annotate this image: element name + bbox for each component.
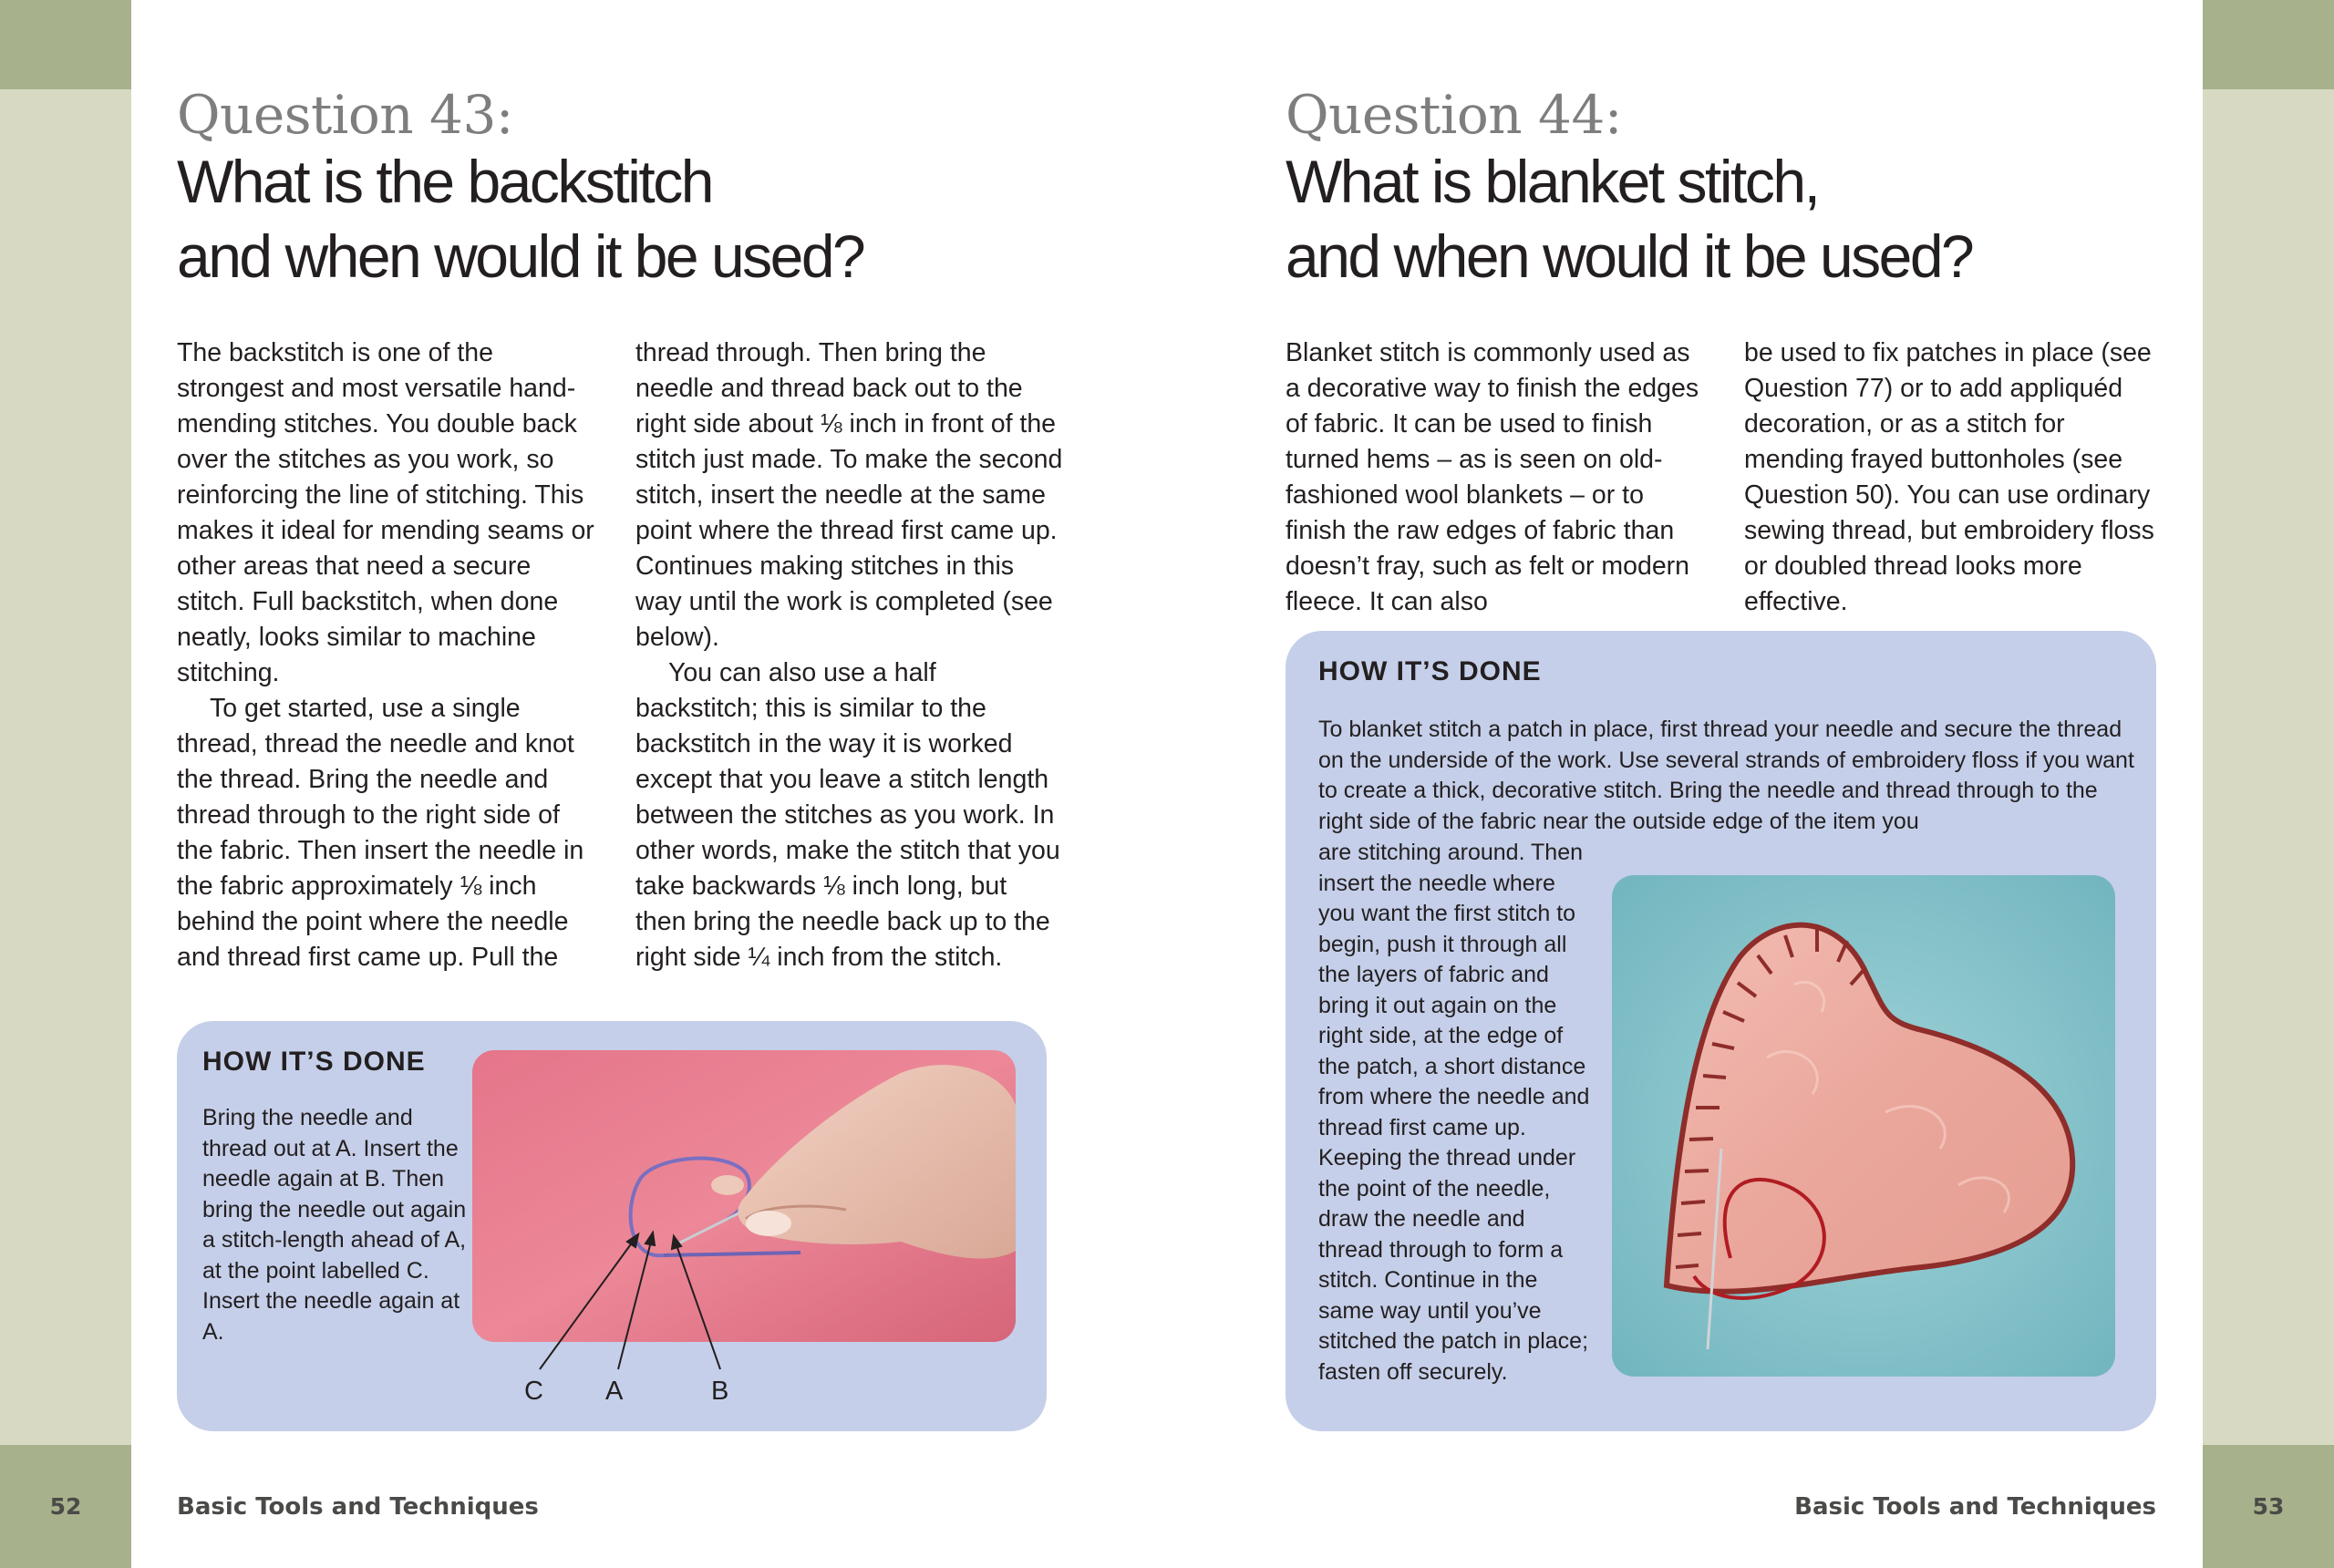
- body-paragraph: be used to fix patches in place (see Question 77) or to add appliquéd decoration, or as a stitch for mending frayed buttonholes (see Question 50). You can use ordinary sewing thread, but embroidery floss or doubled thread looks more effective.: [1744, 338, 2154, 616]
- title-line: What is blanket stitch,: [1286, 148, 1819, 215]
- question-44-title: [1286, 144, 2197, 294]
- running-footer-right: Basic Tools and Techniques: [1794, 1493, 2156, 1521]
- how-its-done-intro: To blanket stitch a patch in place, first thread your needle and secure the thread on the underside of the work. Use several strands of embroidery floss if you want to create a thick, decorative stitch. Bring the needle and thread through to the right side of the fabric near the outside edge of the item you: [1318, 717, 2134, 834]
- question-43-column-1: [177, 335, 596, 975]
- body-paragraph: thread through. Then bring the needle and thread back out to the right side about ⅛ inch in front of the stitch just made. To make the second stitch, insert the needle at the same point where the thread first came up. Continues making stitches in this way until the work is completed (see below).: [635, 338, 1063, 652]
- right-top-accent: [2203, 0, 2334, 89]
- question-43-title: [177, 144, 1089, 294]
- question-43-column-2: [635, 335, 1064, 975]
- blanket-stitch-photo: [1612, 875, 2115, 1377]
- page-number-left: 52: [49, 1493, 82, 1520]
- how-its-done-box-backstitch: [177, 1021, 1047, 1431]
- how-its-done-box-blanket-stitch: [1286, 631, 2156, 1431]
- label-c: C: [524, 1377, 543, 1406]
- question-44-column-1: [1286, 335, 1705, 620]
- body-paragraph: Blanket stitch is commonly used as a decorative way to finish the edges of fabric. It can be used to finish turned hems – as is seen on old-fashioned wool blankets – or to finish the raw edges of fabric than doesn’t fray, such as felt or modern fleece. It can also: [1286, 338, 1699, 616]
- heart-patch-illustration: [1612, 875, 2115, 1377]
- title-line: and when would it be used?: [1286, 222, 1973, 290]
- how-its-done-text: Bring the needle and thread out at A. Insert the needle again at B. Then bring the needle out again a stitch-length ahead of A, at the point labelled C. Insert the needle again at A.: [202, 1105, 467, 1345]
- body-paragraph: The backstitch is one of the strongest and most versatile hand-mending stitches. You double back over the stitches as you work, so reinforcing the line of stitching. This makes it ideal for mending seams or other areas that need a secure stitch. Full backstitch, when done neatly, looks similar to machine stitching.: [177, 338, 594, 687]
- left-margin-band: [0, 0, 131, 1568]
- question-44-column-2: [1744, 335, 2164, 620]
- question-44-number: Question 44:: [1286, 84, 1622, 146]
- right-margin-band: [2203, 0, 2334, 1568]
- question-43-number: Question 43:: [177, 84, 513, 146]
- left-top-accent: [0, 0, 131, 89]
- label-a: A: [605, 1377, 624, 1406]
- hand-stitching-illustration: [472, 1050, 1016, 1342]
- running-footer-left: Basic Tools and Techniques: [177, 1493, 539, 1521]
- backstitch-photo: [472, 1050, 1016, 1342]
- label-b: B: [711, 1377, 729, 1406]
- page-number-right: 53: [2252, 1493, 2285, 1520]
- how-its-done-heading: HOW IT’S DONE: [1318, 656, 1542, 686]
- how-its-done-text: are stitching around. Then insert the needle where you want the first stitch to begin, push it through all the layers of fabric and bring it out again on the right side, at the edge of the patch, a short distance from where the needle and thread first came up. Keeping the thread under the point of the needle, draw the needle and thread through to form a stitch. Continue in the same way until you’ve stitched the patch in place; fasten off securely.: [1318, 840, 1590, 1385]
- title-line: What is the backstitch: [177, 148, 712, 215]
- title-line: and when would it be used?: [177, 222, 864, 290]
- how-its-done-heading: HOW IT’S DONE: [202, 1047, 426, 1077]
- body-paragraph: You can also use a half backstitch; this is similar to the backstitch in the way it is worked except that you leave a stitch length between the stitches as you work. In other words, make the stitch that you take backwards ⅛ inch long, but then bring the needle back up to the right side ¼ inch from the stitch.: [635, 658, 1060, 972]
- body-paragraph: To get started, use a single thread, thread the needle and knot the thread. Bring the needle and thread through to the right side of the fabric. Then insert the needle in the fabric approximately ⅛ inch behind the point where the needle and thread first came up. Pull the: [177, 694, 584, 972]
